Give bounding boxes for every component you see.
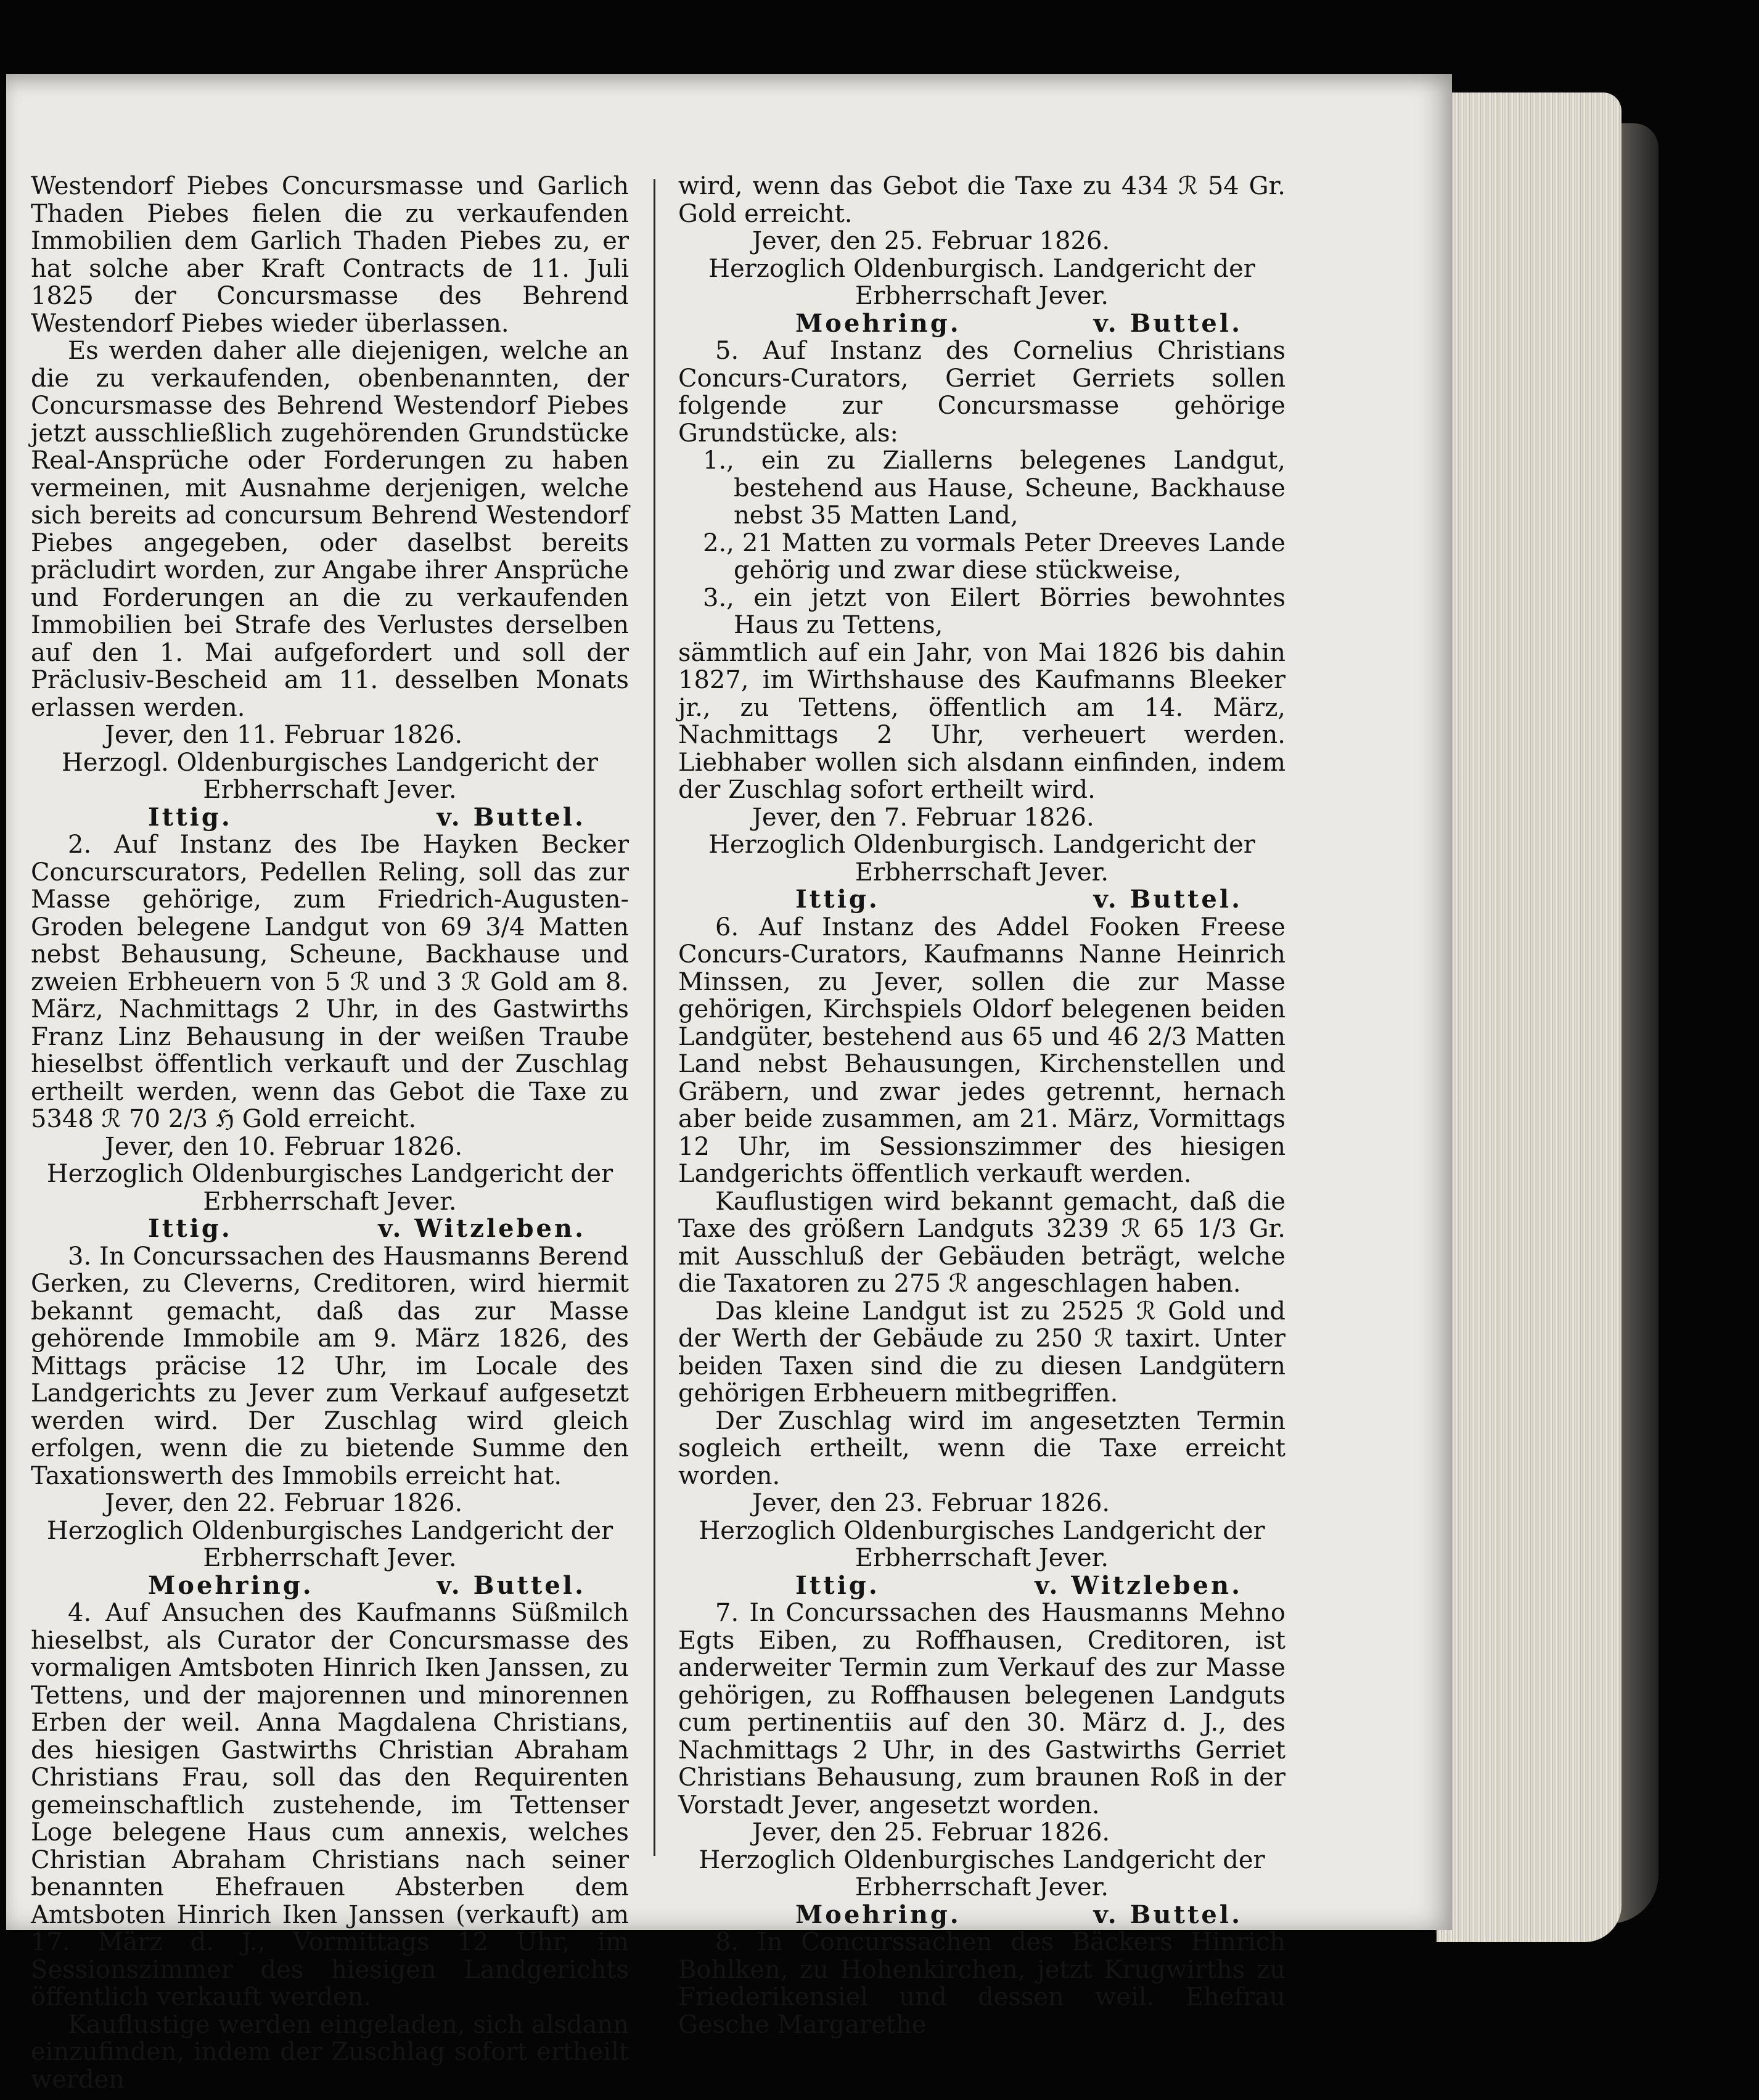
signatory-left: Ittig.	[148, 802, 232, 832]
signatory-right: v. Witzleben.	[378, 1214, 586, 1243]
court-heading: Erbherrschaft Jever.	[855, 858, 1109, 887]
book-page	[6, 74, 1452, 2094]
paragraph: wird, wenn das Gebot die Taxe zu 434 ℛ 54 Gr. Gold erreicht.	[678, 172, 1285, 228]
paragraph: 4. Auf Ansuchen des Kaufmanns Süßmilch hieselbst, als Curator der Concursmasse des vormaligen Amtsboten Hinrich Iken Janssen, zu Tettens, und der majorennen und minorennen Erben der weil. Anna Magdalena Christians, des hiesigen Gastwirths Christian Abraham Christians Frau, soll das den Requirenten gemeinschaftlich zustehende, im Tettenser Loge belegene Haus cum annexis, welches Christian Abraham Christians nach seiner benannten Ehefrauen Absterben dem Amtsboten Hinrich Iken Janssen (verkauft) am 17. März d. J., Vormittags 12 Uhr, im Sessionszimmer des hiesigen Landgerichts öffentlich verkauft werden.	[31, 1599, 629, 2011]
court-heading: Herzoglich Oldenburgisches Landgericht der	[699, 1516, 1265, 1545]
signatory-left: Ittig.	[795, 1570, 880, 1600]
signatory-right: v. Buttel.	[437, 802, 586, 832]
signature-line	[678, 886, 1285, 914]
paragraph: 6. Auf Instanz des Addel Fooken Freese Concurs-Curators, Kaufmanns Nanne Heinrich Minssen, zu Jever, sollen die zur Masse gehörigen, Kirchspiels Oldorf belegenen beiden Landgüter, bestehend aus 65 und 46 2/3 Matten Land nebst Behausungen, Kirchenstellen und Gräbern, und zwar jedes getrennt, hernach aber beide zusammen, am 21. März, Vormittags 12 Uhr, im Sessionszimmer des hiesigen Landgerichts öffentlich verkauft werden.	[678, 913, 1285, 1188]
court-heading: Herzoglich Oldenburgisches Landgericht der	[699, 1845, 1265, 1874]
signatory-right: v. Buttel.	[437, 1570, 586, 1600]
list-item: 1., ein zu Ziallerns belegenes Landgut, bestehend aus Hause, Scheune, Backhause nebst 35 Matten Land,	[703, 446, 1285, 530]
court-heading: Herzoglich Oldenburgisch. Landgericht der	[708, 831, 1255, 859]
signatory-left: Ittig.	[148, 1214, 232, 1243]
paragraph: 8. In Concurssachen des Bäckers Hinrich Bohlken, zu Hohenkirchen, jetzt Krugwirths zu Friederikensiel und dessen weil. Ehefrau Gesche Margarethe	[678, 1928, 1285, 2039]
signatory-left: Moehring.	[795, 308, 961, 338]
signatory-right: v. Witzleben.	[1035, 1570, 1242, 1600]
court-heading: Erbherrschaft Jever.	[855, 1873, 1109, 1901]
date-line: Jever, den 22. Februar 1826.	[105, 1489, 463, 1517]
paragraph: Kauflustigen wird bekannt gemacht, daß die Taxe des größern Landguts 3239 ℛ 65 1/3 Gr. mit Ausschluß der Gebäuden beträgt, welche die Taxatoren zu 275 ℛ angeschlagen haben.	[678, 1187, 1285, 1298]
court-heading: Erbherrschaft Jever.	[203, 776, 457, 804]
paragraph: Westendorf Piebes Concursmasse und Garlich Thaden Piebes fielen die zu verkaufenden Immobilien dem Garlich Thaden Piebes zu, er hat solche aber Kraft Contracts de 11. Juli 1825 der Concursmasse des Behrend Westendorf Piebes wieder überlassen.	[31, 172, 629, 338]
date-line: Jever, den 10. Februar 1826.	[105, 1132, 463, 1161]
signatory-right: v. Buttel.	[1093, 308, 1242, 338]
signatory-left: Ittig.	[795, 885, 880, 914]
signature-line	[31, 804, 629, 832]
court-heading: Herzoglich Oldenburgisch. Landgericht der	[708, 254, 1255, 283]
date-line: Jever, den 23. Februar 1826.	[752, 1489, 1110, 1517]
date-line: Jever, den 11. Februar 1826.	[105, 721, 463, 749]
signature-line	[31, 1215, 629, 1243]
column-divider	[654, 179, 655, 1856]
court-heading: Herzoglich Oldenburgisches Landgericht der	[46, 1160, 613, 1188]
date-line: Jever, den 25. Februar 1826.	[752, 227, 1110, 255]
signature-line	[31, 1572, 629, 1600]
court-heading: Erbherrschaft Jever.	[855, 282, 1109, 310]
paragraph: 3. In Concurssachen des Hausmanns Berend Gerken, zu Cleverns, Creditoren, wird hiermit bekannt gemacht, daß das zur Masse gehörende Immobile am 9. März 1826, des Mittags präcise 12 Uhr, im Locale des Landgerichts zu Jever zum Verkauf aufgesetzt werden wird. Der Zuschlag wird gleich erfolgen, wenn die zu bietende Summe den Taxationswerth des Immobils erreicht hat.	[31, 1242, 629, 1490]
paragraph: Kauflustige werden eingeladen, sich alsdann einzufinden, indem der Zuschlag sofort ertheilt werden	[31, 2010, 629, 2094]
signatory-right: v. Buttel.	[1093, 885, 1242, 914]
paragraph: sämmtlich auf ein Jahr, von Mai 1826 bis dahin 1827, im Wirthshause des Kaufmanns Bleeker jr., zu Tettens, öffentlich am 14. März, Nachmittags 2 Uhr, verheuert werden. Liebhaber wollen sich alsdann einfinden, indem der Zuschlag sofort ertheilt wird.	[678, 638, 1285, 804]
paragraph: 2. Auf Instanz des Ibe Hayken Becker Concurscurators, Pedellen Reling, soll das zur Masse gehörige, zum Friedrich-Augusten-Groden belegene Landgut von 69 3/4 Matten nebst Behausung, Scheune, Backhause und zweien Erbheuern von 5 ℛ und 3 ℛ Gold am 8. März, Nachmittags 2 Uhr, in des Gastwirths Franz Linz Behausung in der weißen Traube hieselbst öffentlich verkauft und der Zuschlag ertheilt werden, wenn das Gebot die Taxe zu 5348 ℛ 70 2/3 ℌ Gold erreicht.	[31, 831, 629, 1133]
left-column	[31, 173, 629, 2093]
signature-line	[678, 1901, 1285, 1929]
signature-line	[678, 310, 1285, 338]
paragraph: Es werden daher alle diejenigen, welche an die zu verkaufenden, obenbenannten, der Concursmasse des Behrend Westendorf Piebes jetzt ausschließlich zugehörenden Grundstücke Real-Ansprüche oder Forderungen zu haben vermeinen, mit Ausnahme derjenigen, welche sich bereits ad concursum Behrend Westendorf Piebes angegeben, oder daselbst bereits präcludirt worden, zur Angabe ihrer Ansprüche und Forderungen an die zu verkaufenden Immobilien bei Strafe des Verlustes derselben auf den 1. Mai aufgefordert und soll der Präclusiv-Bescheid am 11. desselben Monats erlassen werden.	[31, 337, 629, 722]
signatory-right: v. Buttel.	[1093, 1900, 1242, 1929]
list-item: 3., ein jetzt von Eilert Börries bewohntes Haus zu Tettens,	[703, 583, 1285, 639]
signatory-left: Moehring.	[148, 1570, 314, 1600]
court-heading: Erbherrschaft Jever.	[203, 1187, 457, 1216]
paragraph: Das kleine Landgut ist zu 2525 ℛ Gold und der Werth der Gebäude zu 250 ℛ taxirt. Unter beiden Taxen sind die zu diesen Landgütern gehörigen Erbheuern mitbegriffen.	[678, 1297, 1285, 1408]
paragraph: Der Zuschlag wird im angesetzten Termin sogleich ertheilt, wenn die Taxe erreicht worden.	[678, 1406, 1285, 1490]
court-heading: Erbherrschaft Jever.	[203, 1544, 457, 1572]
court-heading: Herzogl. Oldenburgisches Landgericht der	[61, 748, 599, 777]
date-line: Jever, den 7. Februar 1826.	[752, 803, 1094, 832]
court-heading: Herzoglich Oldenburgisches Landgericht der	[46, 1516, 613, 1545]
signatory-left: Moehring.	[795, 1900, 961, 1929]
paragraph: 7. In Concurssachen des Hausmanns Mehno Egts Eiben, zu Roffhausen, Creditoren, ist anderweiter Termin zum Verkauf des zur Masse gehörigen, zu Roffhausen belegenen Landguts cum pertinentiis auf den 30. März d. J., des Nachmittags 2 Uhr, in des Gastwirths Gerriet Christians Behausung, zum braunen Roß in der Vorstadt Jever, angesetzt worden.	[678, 1599, 1285, 1819]
signature-line	[678, 1572, 1285, 1600]
book-page-edges	[1437, 92, 1622, 1942]
date-line: Jever, den 25. Februar 1826.	[752, 1818, 1110, 1847]
court-heading: Erbherrschaft Jever.	[855, 1544, 1109, 1572]
paragraph: 5. Auf Instanz des Cornelius Christians Concurs-Curators, Gerriet Gerriets sollen folgende zur Concursmasse gehörige Grundstücke, als:	[678, 337, 1285, 448]
right-column	[678, 173, 1285, 2038]
list-item: 2., 21 Matten zu vormals Peter Dreeves Lande gehörig und zwar diese stückweise,	[703, 528, 1285, 584]
